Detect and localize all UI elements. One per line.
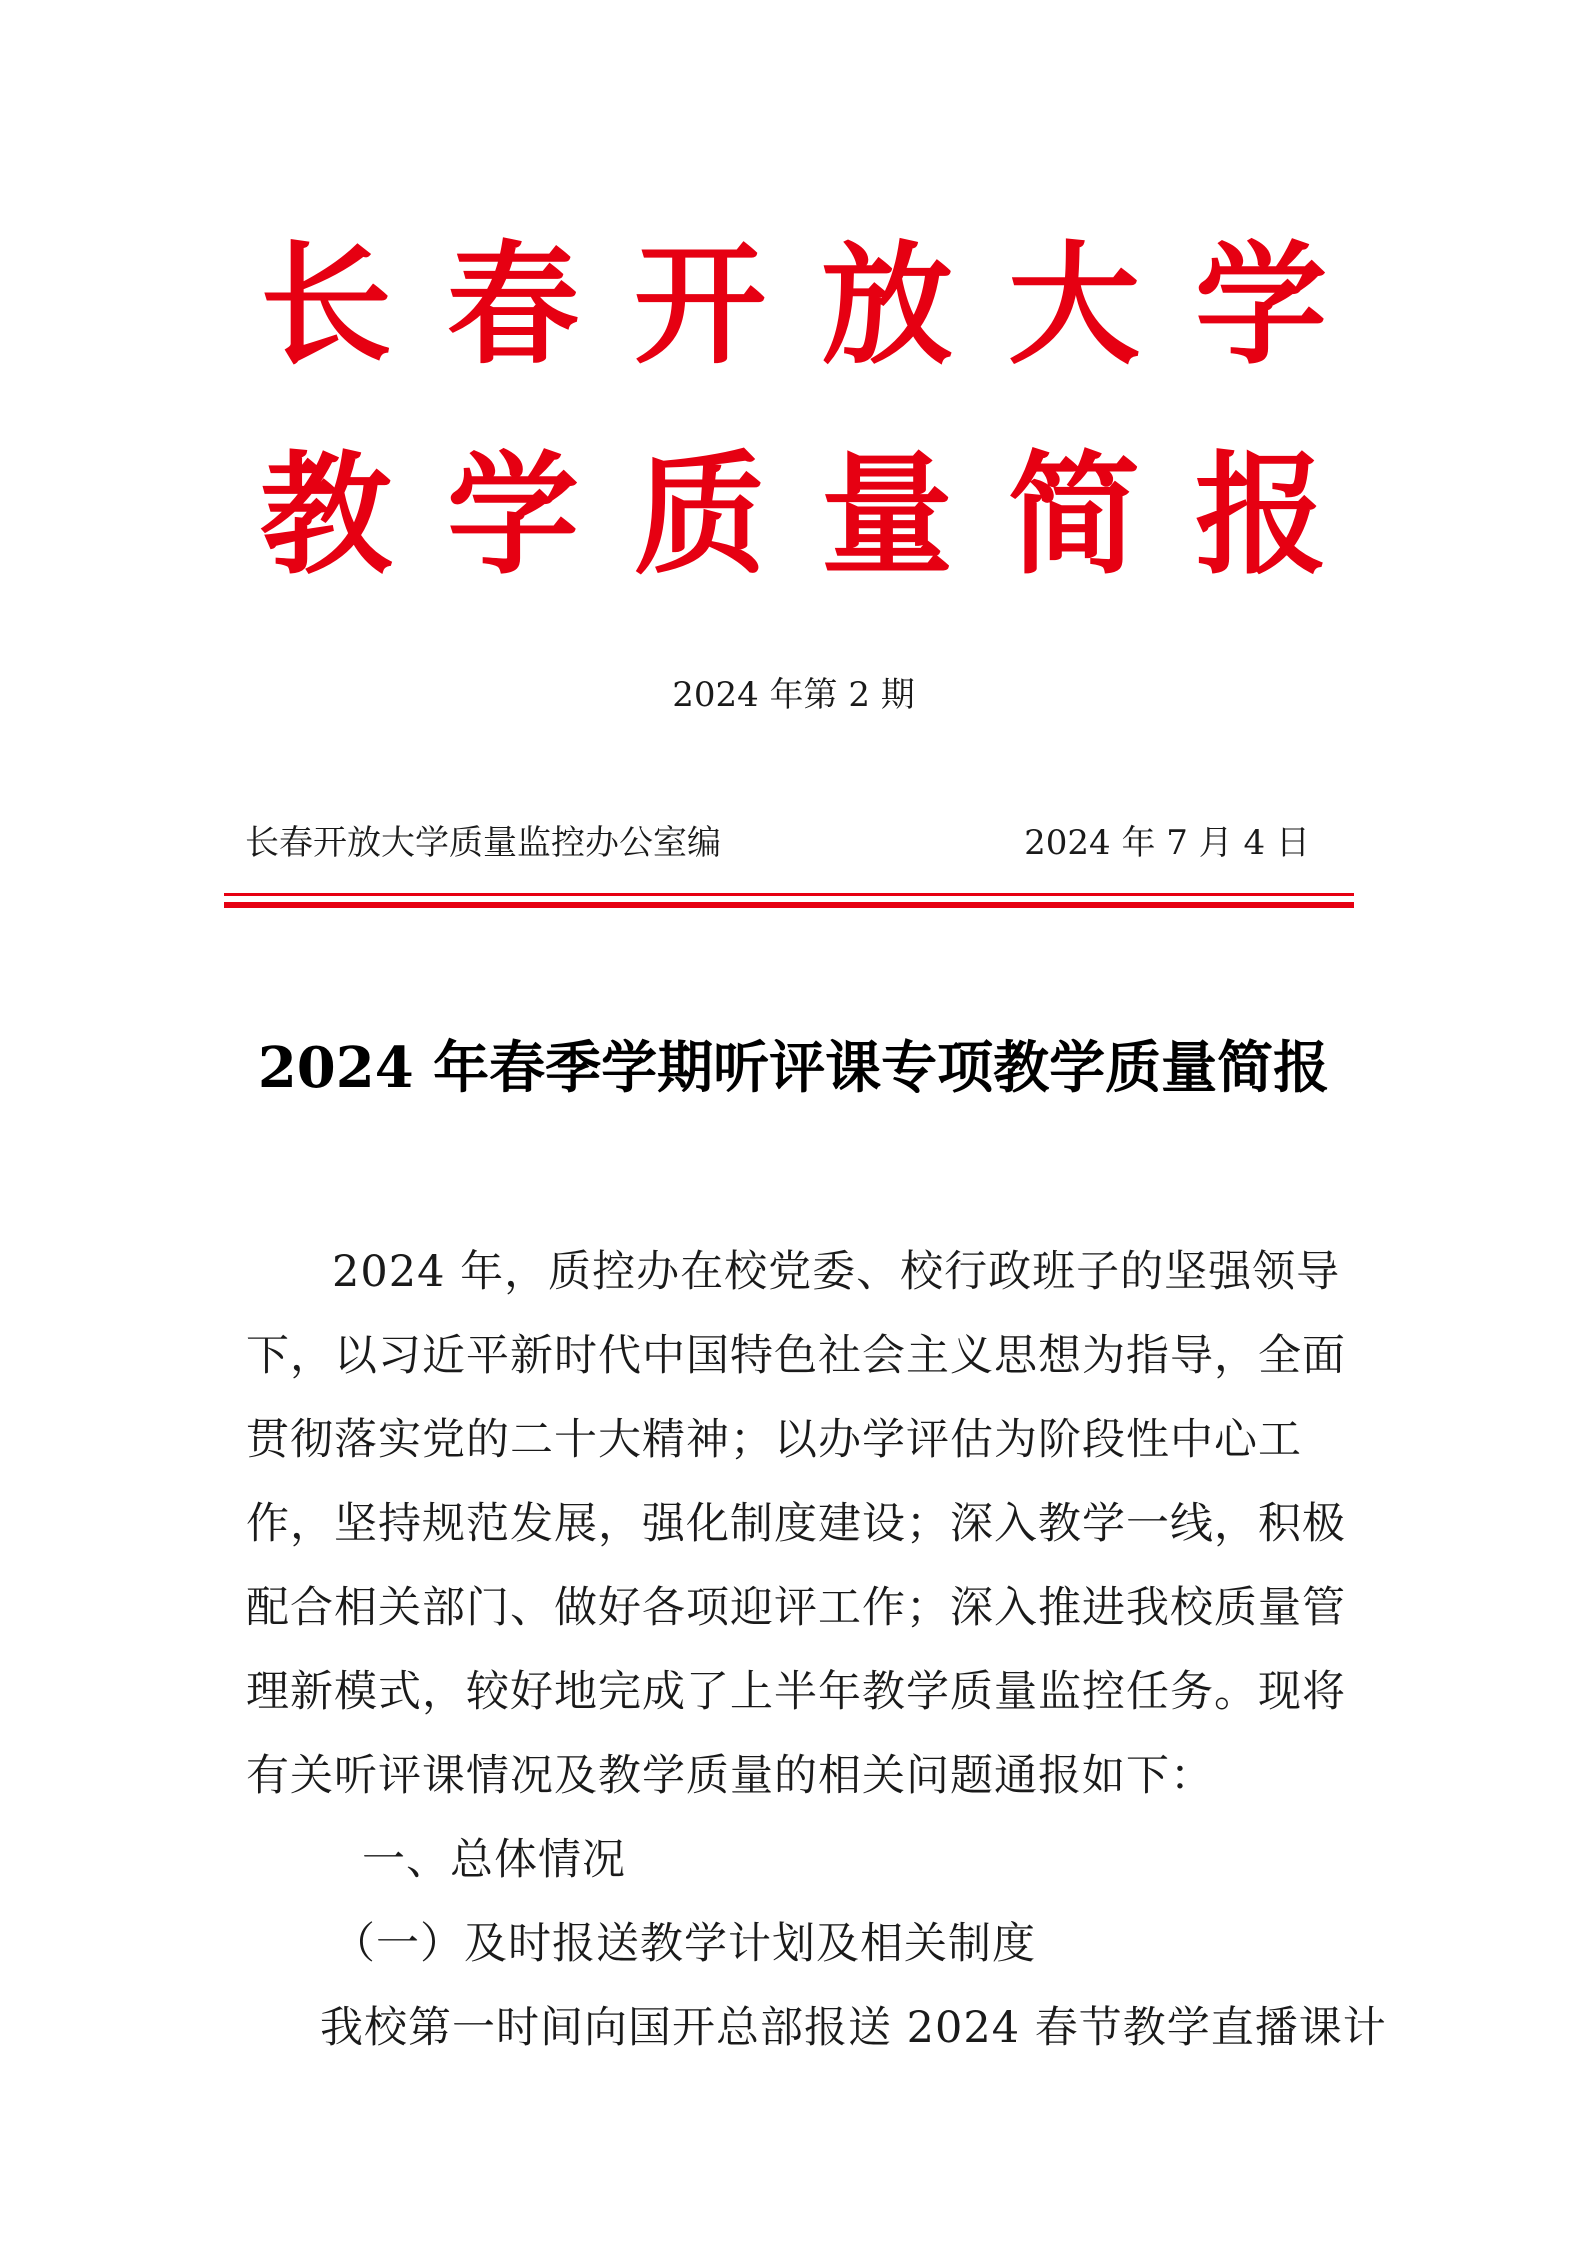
masthead-title-line2: 教学质量简报	[260, 439, 1382, 593]
document-body	[246, 1230, 1387, 2070]
masthead-title-line1: 长春开放大学	[260, 229, 1382, 383]
editor-name: 长春开放大学质量监控办公室编	[245, 823, 721, 863]
issue-number: 2024 年第 2 期	[672, 675, 915, 715]
intro-paragraph: 2024 年，质控办在校党委、校行政班子的坚强领导下，以习近平新时代中国特色社会主义思想为指导，全面贯彻落实党的二十大精神；以办学评估为阶段性中心工作，坚持规范发展，强化制度建设；深入教学一线，积极配合相关部门、做好各项迎评工作；深入推进我校质量管理新模式，较好地完成了上半年教学质量监控任务。现将有关听评课情况及教学质量的相关问题通报如下：	[246, 1247, 1346, 1801]
section-heading: 一、总体情况	[362, 1835, 626, 1885]
publish-date: 2024 年 7 月 4 日	[1024, 823, 1310, 863]
red-divider-thick	[224, 902, 1354, 908]
red-divider-thin	[224, 893, 1354, 896]
document-title: 2024 年春季学期听评课专项教学质量简报	[257, 1035, 1330, 1101]
body-paragraph: 我校第一时间向国开总部报送 2024 春节教学直播课计	[320, 2003, 1387, 2053]
subsection-heading: （一）及时报送教学计划及相关制度	[332, 1919, 1036, 1969]
